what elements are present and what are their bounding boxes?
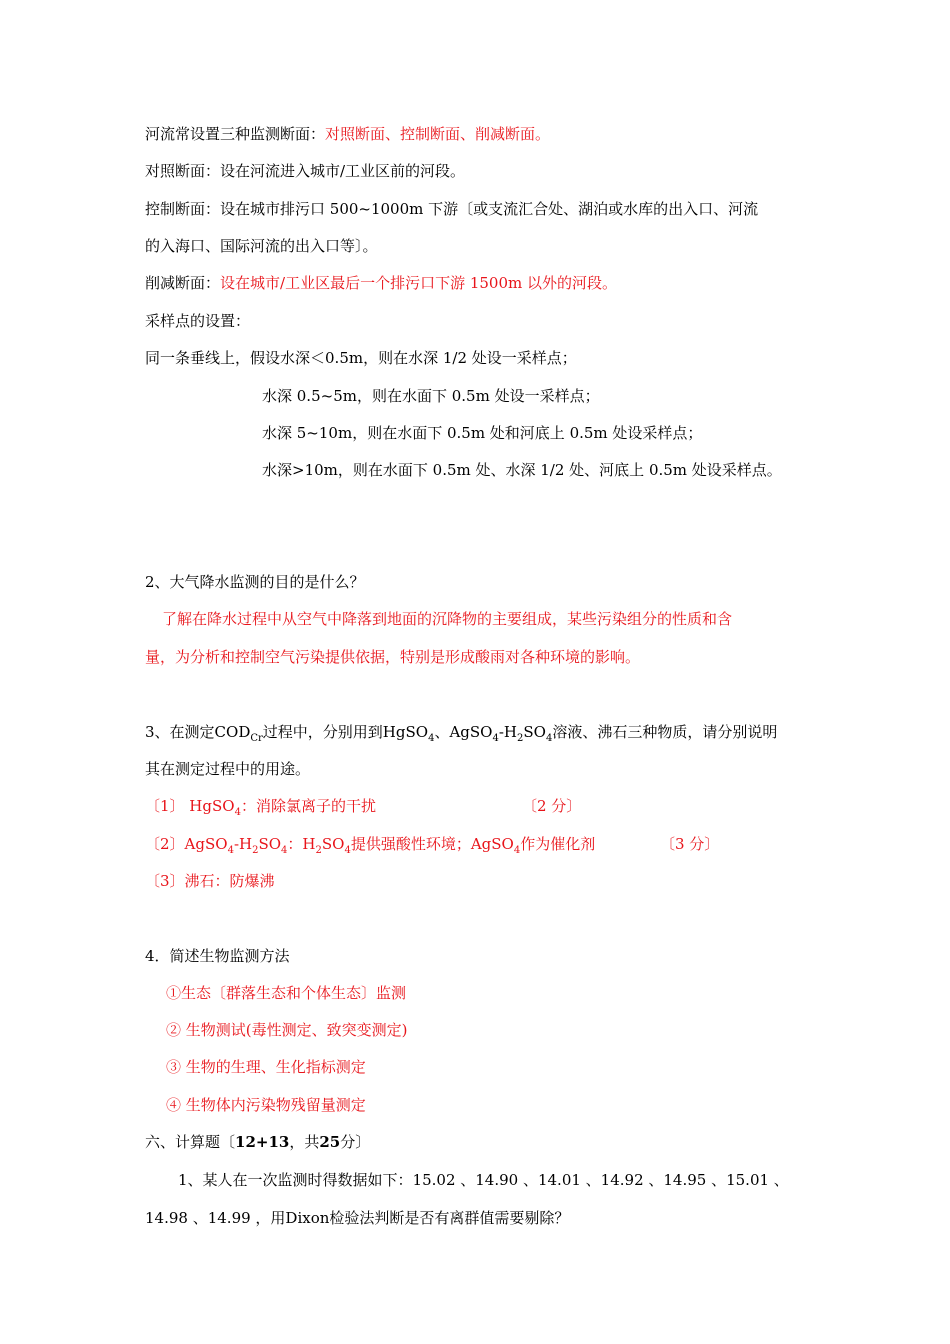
subscript: 4 [234,807,241,818]
text-span: ：H [287,835,316,853]
control-section-line-2: 的入海口、国际河流的出入口等〕。 [145,237,378,255]
answer-3-item-1 [145,796,376,816]
answer-2-line-1: 了解在降水过程中从空气中降落到地面的沉降物的主要组成，某些污染组分的性质和含 [162,610,733,628]
answer-4-item-4: ④ 生物体内污染物残留量测定 [166,1096,366,1114]
text-span: 〔1〕 HgSO [145,797,235,815]
question-3 [145,722,777,742]
subscript: Cr [250,733,263,744]
sampling-rule-2: 水深 0.5~5m，则在水面下 0.5m 处设一采样点； [262,387,600,405]
monitoring-sections-line [145,124,550,144]
question-2: 2、大气降水监测的目的是什么？ [145,573,365,591]
text-span: 河流常设置三种监测断面： [145,125,326,143]
calc-problem-1-line-1: 1、某人在一次监测时得数据如下：15.02 、14.90 、14.01 、14.92 、14.95 、15.01 、 [178,1171,789,1189]
subscript: 4 [428,733,435,744]
sampling-rule-3: 水深 5~10m，则在水面下 0.5m 处和河底上 0.5m 处设采样点； [262,424,703,442]
calc-problem-1-line-2: 14.98 、14.99 ，用Dixon检验法判断是否有离群值需要剔除？ [145,1209,570,1227]
section-6-heading [145,1132,370,1152]
control-reference-line: 对照断面：设在河流进入城市/工业区前的河段。 [145,162,466,180]
text-span: 、AgSO [434,723,493,741]
answer-text: 设在城市/工业区最后一个排污口下游 1500m 以外的河段。 [220,274,618,292]
sampling-rule-1: 同一条垂线上，假设水深＜0.5m，则在水深 1/2 处设一采样点； [145,349,577,367]
answer-4-item-1: ①生态〔群落生态和个体生态〕监测 [166,984,407,1002]
answer-4-item-3: ③ 生物的生理、生化指标测定 [166,1058,366,1076]
text-span: 削减断面： [145,274,221,292]
answer-3-item-2 [145,834,595,854]
sampling-point-heading: 采样点的设置： [145,312,251,330]
answer-text: 对照断面、控制断面、削减断面。 [325,125,551,143]
subscript: 2 [315,845,322,856]
subscript: 2 [252,845,259,856]
text-span: ：消除氯离子的干扰 [240,797,376,815]
bold-text: 25 [319,1133,341,1151]
reduction-section-line [145,273,617,293]
sampling-rule-4: 水深>10m，则在水面下 0.5m 处、水深 1/2 处、河底上 0.5m 处设采样点。 [262,461,782,479]
subscript: 4 [492,733,499,744]
answer-4-item-2: ② 生物测试(毒性测定、致突变测定) [166,1021,408,1039]
text-span: 3、在测定COD [145,723,251,741]
text-span: 〔2〕AgSO [145,835,228,853]
text-span: 过程中，分别用到HgSO [262,723,429,741]
question-3-line-2: 其在测定过程中的用途。 [145,760,311,778]
control-section-line: 控制断面：设在城市排污口 500~1000m 下游〔或支流汇合处、湖泊或水库的出入口、河流 [145,200,759,218]
answer-3-item-1-score: 〔2 分〕 [522,797,582,815]
text-span: -H [233,835,253,853]
text-span: -H [498,723,517,741]
subscript: 2 [516,733,524,744]
text-span: SO [321,835,345,853]
subscript: 4 [344,845,351,856]
answer-3-item-2-score: 〔3 分〕 [660,835,720,853]
text-span: ，共 [289,1133,320,1151]
question-4: 4．简述生物监测方法 [145,947,290,965]
bold-text: 12+13 [235,1133,290,1151]
answer-3-item-3: 〔3〕沸石：防爆沸 [145,872,275,890]
subscript: 4 [513,845,521,856]
text-span: SO [523,723,546,741]
text-span: 提供强酸性环境；AgSO [350,835,514,853]
subscript: 4 [545,733,553,744]
text-span: 六、计算题〔 [145,1133,236,1151]
text-span: 作为催化剂 [520,835,596,853]
subscript: 4 [281,845,288,856]
text-span: 溶液、沸石三种物质，请分别说明 [552,723,778,741]
subscript: 4 [227,845,234,856]
text-span: 分〕 [340,1133,371,1151]
text-span: SO [258,835,282,853]
answer-2-line-2: 量，为分析和控制空气污染提供依据，特别是形成酸雨对各种环境的影响。 [145,648,641,666]
